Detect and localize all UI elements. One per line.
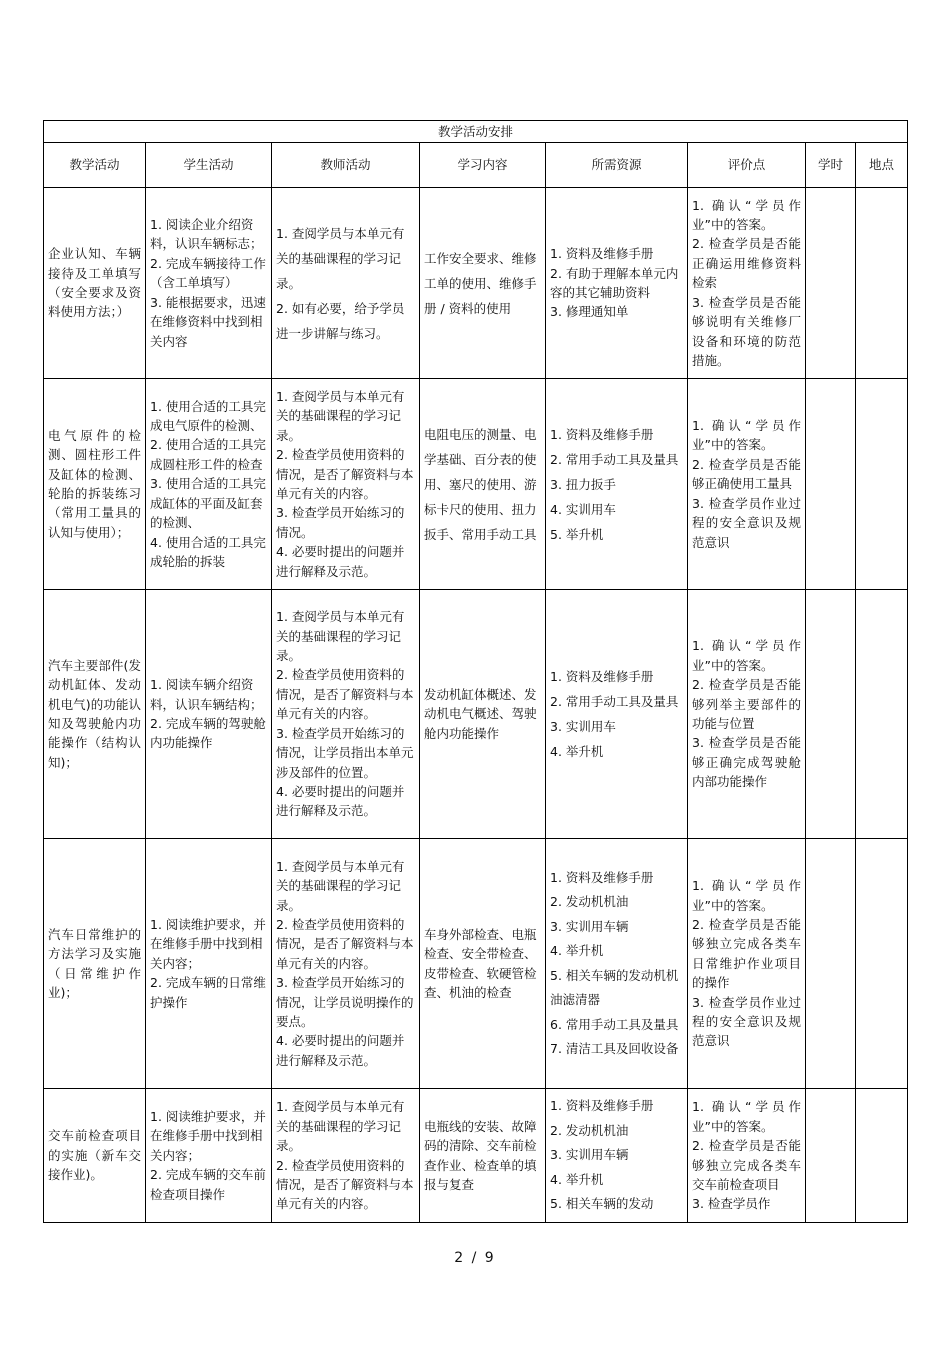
student-cell	[146, 590, 272, 839]
resource-item: 1. 资料及维修手册	[550, 869, 654, 885]
activity-cell: 企业认知、车辆接待及工单填写（安全要求及资料使用方法；）	[44, 188, 146, 379]
resource-item: 1. 资料及维修手册	[550, 426, 654, 442]
hours-cell	[806, 188, 856, 379]
evaluation-item: 1. 确认“学员作业”中的答案。	[692, 197, 801, 233]
teaching-activity-table	[43, 120, 908, 1223]
student-cell	[146, 839, 272, 1089]
teacher-cell	[272, 590, 420, 839]
content-cell: 发动机缸体概述、发动机电气概述、驾驶舱内功能操作	[420, 590, 546, 839]
header-content: 学习内容	[420, 143, 546, 188]
table-row	[44, 1089, 908, 1223]
header-student: 学生活动	[146, 143, 272, 188]
hours-cell	[806, 839, 856, 1089]
evaluation-item: 1. 确认“学员作业”中的答案。	[692, 418, 801, 453]
teacher-item: 3. 检查学员开始练习的情况。	[276, 505, 405, 540]
teacher-cell	[272, 1089, 420, 1223]
resource-item: 6. 常用手动工具及量具	[550, 1016, 679, 1032]
student-cell	[146, 379, 272, 590]
evaluation-item: 2. 检查学员是否能够独立完成各类车日常维护作业项目的操作	[692, 916, 801, 991]
teacher-item: 1. 查阅学员与本单元有关的基础课程的学习记录。	[276, 225, 405, 291]
evaluation-cell	[688, 590, 806, 839]
table-row	[44, 590, 908, 839]
teacher-item: 1. 查阅学员与本单元有关的基础课程的学习记录。	[276, 1099, 405, 1154]
student-item: 2. 完成车辆的驾驶舱内功能操作	[150, 716, 266, 751]
resource-item: 2. 发动机机油	[550, 1122, 629, 1138]
activity-cell: 交车前检查项目的实施（新车交接作业)。	[44, 1089, 146, 1223]
teacher-item: 4. 必要时提出的问题并进行解释及示范。	[276, 544, 405, 579]
resource-item: 3. 实训用车	[550, 719, 616, 734]
resource-item: 1. 资料及维修手册	[550, 1098, 654, 1114]
teacher-item: 2. 检查学员使用资料的情况，是否了解资料与本单元有关的内容。	[276, 1157, 414, 1212]
table-title: 教学活动安排	[44, 121, 908, 143]
evaluation-item: 1. 确认“学员作业”中的答案。	[692, 878, 801, 913]
hours-cell	[806, 590, 856, 839]
student-item: 2. 完成车辆的日常维护操作	[150, 975, 266, 1010]
student-cell	[146, 188, 272, 379]
teacher-item: 2. 检查学员使用资料的情况，是否了解资料与本单元有关的内容。	[276, 447, 414, 501]
evaluation-item: 3. 检查学员是否能够正确完成驾驶舱内部功能操作	[692, 735, 801, 790]
evaluation-item: 1. 确认“学员作业”中的答案。	[692, 1099, 801, 1134]
place-cell	[856, 379, 908, 590]
resource-item: 2. 常用手动工具及量具	[550, 451, 679, 467]
resource-item: 4. 举升机	[550, 744, 604, 759]
hours-cell	[806, 379, 856, 590]
student-item: 1. 阅读车辆介绍资料，认识车辆结构；	[150, 677, 263, 712]
evaluation-item: 2. 检查学员是否能够列举主要部件的功能与位置	[692, 677, 801, 731]
student-item: 2. 完成车辆的交车前检查项目操作	[150, 1167, 266, 1202]
resource-item: 3. 修理通知单	[550, 304, 629, 320]
teacher-item: 2. 检查学员使用资料的情况，是否了解资料与本单元有关的内容。	[276, 667, 414, 722]
activity-cell: 汽车主要部件(发动机缸体、发动机电气)的功能认知及驾驶舱内功能操作（结构认知)；	[44, 590, 146, 839]
evaluation-item: 3. 检查学员作业过程的安全意识及规范意识	[692, 495, 801, 550]
teacher-cell	[272, 188, 420, 379]
teacher-item: 3. 检查学员开始练习的情况，让学员说明操作的要点。	[276, 975, 414, 1030]
teacher-cell	[272, 839, 420, 1089]
resource-item: 1. 资料及维修手册	[550, 246, 654, 262]
teacher-item: 2. 如有必要，给予学员进一步讲解与练习。	[276, 300, 405, 341]
content-cell: 车身外部检查、电瓶检查、安全带检查、皮带检查、软硬管检查、机油的检查	[420, 839, 546, 1089]
header-row	[44, 143, 908, 188]
evaluation-cell	[688, 1089, 806, 1223]
page-number: 2 / 9	[454, 1250, 496, 1266]
table-row	[44, 379, 908, 590]
resource-item: 4. 实训用车	[550, 501, 616, 517]
evaluation-item: 3. 检查学员是否能够说明有关维修厂设备和环境的防范措施。	[692, 294, 801, 368]
activity-cell: 电气原件的检测、圆柱形工件及缸体的检测、轮胎的拆装练习（常用工量具的认知与使用）；	[44, 379, 146, 590]
header-resources: 所需资源	[546, 143, 688, 188]
resource-item: 4. 举升机	[550, 1171, 604, 1187]
resource-item: 3. 实训用车辆	[550, 918, 629, 934]
activity-cell: 汽车日常维护的方法学习及实施（日常维护作业)；	[44, 839, 146, 1089]
evaluation-item: 1. 确认“学员作业”中的答案。	[692, 638, 801, 673]
student-item: 4. 使用合适的工具完成轮胎的拆装	[150, 534, 266, 569]
place-cell	[856, 188, 908, 379]
student-item: 3. 使用合适的工具完成缸体的平面及缸套的检测、	[150, 476, 266, 531]
evaluation-cell	[688, 188, 806, 379]
place-cell	[856, 590, 908, 839]
student-item: 1. 阅读企业介绍资料，认识车辆标志；	[150, 217, 263, 252]
student-item: 3. 能根据要求，迅速在维修资料中找到相关内容	[150, 294, 266, 349]
teacher-item: 1. 查阅学员与本单元有关的基础课程的学习记录。	[276, 388, 405, 443]
resource-item: 2. 发动机机油	[550, 894, 629, 909]
resource-item: 7. 清洁工具及回收设备	[550, 1041, 679, 1056]
resources-cell	[546, 590, 688, 839]
content-cell: 电阻电压的测量、电学基础、百分表的使用、塞尺的使用、游标卡尺的使用、扭力扳手、常用手动工具	[420, 379, 546, 590]
evaluation-item: 2. 检查学员是否能够独立完成各类车交车前检查项目	[692, 1138, 801, 1192]
place-cell	[856, 1089, 908, 1223]
resource-item: 5. 相关车辆的发动	[550, 1196, 654, 1212]
header-hours: 学时	[806, 143, 856, 188]
resource-item: 2. 有助于理解本单元内容的其它辅助资料	[550, 265, 679, 300]
resource-item: 5. 相关车辆的发动机机油滤清器	[550, 967, 679, 1007]
student-item: 1. 阅读维护要求，并在维修手册中找到相关内容；	[150, 1108, 266, 1163]
teacher-item: 4. 必要时提出的问题并进行解释及示范。	[276, 1033, 405, 1068]
evaluation-cell	[688, 839, 806, 1089]
resources-cell	[546, 839, 688, 1089]
header-teacher: 教师活动	[272, 143, 420, 188]
resources-cell	[546, 379, 688, 590]
place-cell	[856, 839, 908, 1089]
teacher-item: 3. 检查学员开始练习的情况，让学员指出本单元涉及部件的位置。	[276, 725, 414, 780]
header-activity: 教学活动	[44, 143, 146, 188]
content-cell: 电瓶线的安装、故障码的清除、交车前检查作业、检查单的填报与复查	[420, 1089, 546, 1223]
teacher-item: 2. 检查学员使用资料的情况，是否了解资料与本单元有关的内容。	[276, 916, 414, 971]
student-item: 2. 完成车辆接待工作（含工单填写）	[150, 255, 266, 291]
resource-item: 3. 实训用车辆	[550, 1147, 629, 1163]
hours-cell	[806, 1089, 856, 1223]
student-cell	[146, 1089, 272, 1223]
resources-cell	[546, 1089, 688, 1223]
table-row	[44, 839, 908, 1089]
evaluation-cell	[688, 379, 806, 590]
evaluation-item: 2. 检查学员是否能正确运用维修资料检索	[692, 236, 801, 291]
header-place: 地点	[856, 143, 908, 188]
evaluation-item: 3. 检查学员作业过程的安全意识及规范意识	[692, 994, 801, 1049]
resources-cell	[546, 188, 688, 379]
table-row	[44, 188, 908, 379]
teacher-item: 1. 查阅学员与本单元有关的基础课程的学习记录。	[276, 858, 405, 913]
teacher-item: 1. 查阅学员与本单元有关的基础课程的学习记录。	[276, 609, 405, 664]
teacher-cell	[272, 379, 420, 590]
resource-item: 1. 资料及维修手册	[550, 669, 654, 684]
content-cell: 工作安全要求、维修工单的使用、维修手册 / 资料的使用	[420, 188, 546, 379]
header-evaluation: 评价点	[688, 143, 806, 188]
teacher-item: 4. 必要时提出的问题并进行解释及示范。	[276, 783, 405, 819]
resource-item: 4. 举升机	[550, 943, 604, 958]
title-row	[44, 121, 908, 143]
resource-item: 2. 常用手动工具及量具	[550, 694, 679, 709]
student-item: 1. 阅读维护要求，并在维修手册中找到相关内容；	[150, 916, 266, 971]
evaluation-item: 3. 检查学员作	[692, 1196, 771, 1212]
resource-item: 3. 扭力扳手	[550, 476, 616, 492]
evaluation-item: 2. 检查学员是否能够正确使用工量具	[692, 456, 801, 492]
resource-item: 5. 举升机	[550, 526, 604, 542]
student-item: 1. 使用合适的工具完成电气原件的检测、2. 使用合适的工具完成圆柱形工件的检查	[150, 398, 266, 472]
